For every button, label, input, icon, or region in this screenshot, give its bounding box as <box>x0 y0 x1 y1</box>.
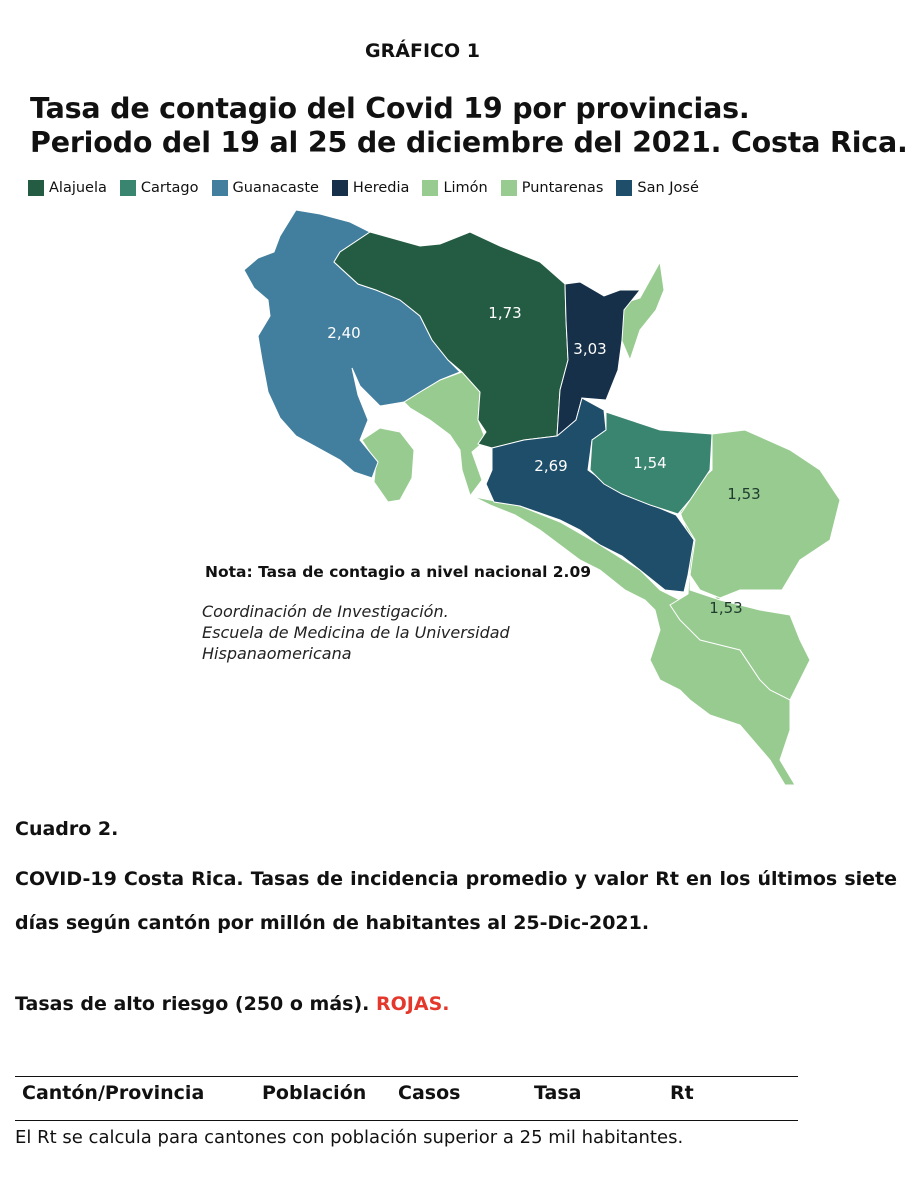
table-footnote: El Rt se calcula para cantones con población superior a 25 mil habitantes. <box>15 1127 684 1148</box>
legend-item-limon <box>422 180 487 196</box>
table-header-tasa: Tasa <box>534 1082 582 1104</box>
value-label-cartago: 1,54 <box>633 454 667 472</box>
map-note: Nota: Tasa de contagio a nivel nacional 2.09 <box>205 563 592 581</box>
figure-number: GRÁFICO 1 <box>365 40 480 62</box>
value-label-puntarenas: 1,53 <box>709 599 743 617</box>
source-line-2: Escuela de Medicina de la Universidad <box>202 623 510 642</box>
legend-swatch <box>422 180 438 196</box>
legend-item-guanacaste <box>212 180 319 196</box>
table-top-rule <box>15 1076 798 1077</box>
legend-label: Heredia <box>352 180 410 196</box>
costa-rica-choropleth-map <box>0 200 920 800</box>
legend-label: San José <box>637 180 699 196</box>
map-title-line-1: Tasa de contagio del Covid 19 por provincias. <box>30 92 750 125</box>
risk-note-text: Tasas de alto riesgo (250 o más). <box>15 993 370 1015</box>
legend-swatch <box>28 180 44 196</box>
value-label-limon: 1,53 <box>727 485 761 503</box>
legend-item-puntarenas <box>501 180 604 196</box>
value-label-alajuela: 1,73 <box>488 304 522 322</box>
table-header-casos: Casos <box>398 1082 461 1104</box>
table-caption-label: Cuadro 2. <box>15 818 119 840</box>
value-label-guanacaste: 2,40 <box>327 324 361 342</box>
legend-swatch <box>501 180 517 196</box>
value-label-heredia: 3,03 <box>573 340 607 358</box>
legend-swatch <box>212 180 228 196</box>
risk-highlight: ROJAS. <box>376 993 450 1015</box>
map-source <box>202 601 510 664</box>
table-header-canton: Cantón/Provincia <box>22 1082 205 1104</box>
legend-item-alajuela <box>28 180 107 196</box>
table-header-poblacion: Población <box>262 1082 367 1104</box>
legend-label: Puntarenas <box>521 180 604 196</box>
source-line-3: Hispanaomericana <box>202 644 352 663</box>
legend-item-cartago <box>120 180 199 196</box>
legend-swatch <box>332 180 348 196</box>
map-title-line-2: Periodo del 19 al 25 de diciembre del 2021. Costa Rica. <box>30 126 908 159</box>
legend-label: Limón <box>443 180 488 196</box>
legend-label: Cartago <box>140 180 199 196</box>
legend-label: Guanacaste <box>232 180 319 196</box>
legend-item-san-jose <box>616 180 699 196</box>
value-label-san-jose: 2,69 <box>534 457 568 475</box>
table-caption-description: COVID-19 Costa Rica. Tasas de incidencia promedio y valor Rt en los últimos siete días según cantón por millón de habitantes al 25-Dic-2021. <box>15 868 897 934</box>
map-legend <box>28 180 712 196</box>
risk-note <box>15 993 449 1015</box>
legend-swatch <box>120 180 136 196</box>
source-line-1: Coordinación de Investigación. <box>202 602 449 621</box>
legend-item-heredia <box>332 180 410 196</box>
table-bottom-rule <box>15 1120 798 1121</box>
table-header-rt: Rt <box>670 1082 694 1104</box>
legend-label: Alajuela <box>49 180 107 196</box>
legend-swatch <box>616 180 632 196</box>
map-title <box>30 92 908 160</box>
